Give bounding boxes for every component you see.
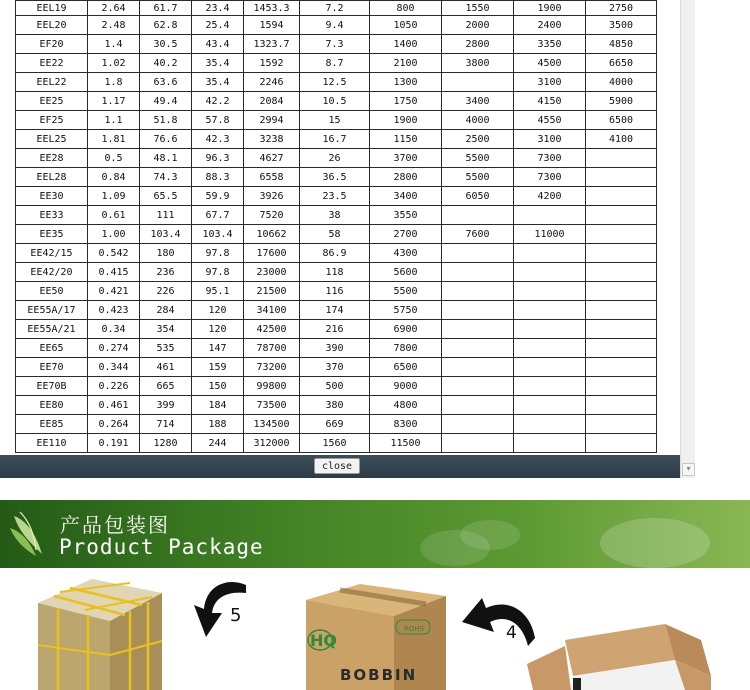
table-cell-model: EEL19 bbox=[16, 1, 88, 16]
table-cell: 73200 bbox=[244, 358, 300, 377]
table-cell-model: EE22 bbox=[16, 54, 88, 73]
wrapped-carton-photo bbox=[30, 575, 170, 690]
table-cell: 244 bbox=[192, 434, 244, 453]
table-cell: 5750 bbox=[370, 301, 442, 320]
table-cell: 7.2 bbox=[300, 1, 370, 16]
table-cell: 3550 bbox=[370, 206, 442, 225]
table-cell: 5500 bbox=[442, 168, 514, 187]
table-cell: 3926 bbox=[244, 187, 300, 206]
table-cell-model: EF25 bbox=[16, 111, 88, 130]
table-cell: 35.4 bbox=[192, 73, 244, 92]
spec-table-container bbox=[15, 0, 657, 453]
table-cell bbox=[442, 377, 514, 396]
table-cell: 26 bbox=[300, 149, 370, 168]
table-cell: 0.191 bbox=[88, 434, 140, 453]
table-cell: 2700 bbox=[370, 225, 442, 244]
table-cell: 4300 bbox=[370, 244, 442, 263]
table-cell: 4000 bbox=[586, 73, 657, 92]
table-cell: 2.48 bbox=[88, 16, 140, 35]
table-cell: 1550 bbox=[442, 1, 514, 16]
table-cell: 5900 bbox=[586, 92, 657, 111]
table-cell: 1.81 bbox=[88, 130, 140, 149]
table-cell: 10662 bbox=[244, 225, 300, 244]
table-cell bbox=[514, 358, 586, 377]
table-cell: 118 bbox=[300, 263, 370, 282]
table-cell: 2750 bbox=[586, 1, 657, 16]
table-cell: 6900 bbox=[370, 320, 442, 339]
table-cell: 4850 bbox=[586, 35, 657, 54]
table-cell: 0.421 bbox=[88, 282, 140, 301]
table-cell: 97.8 bbox=[192, 244, 244, 263]
banner-title-chinese: 产品包装图 bbox=[60, 513, 170, 537]
table-cell: 7.3 bbox=[300, 35, 370, 54]
table-cell: 1.17 bbox=[88, 92, 140, 111]
table-cell: 4200 bbox=[514, 187, 586, 206]
table-cell-model: EEL28 bbox=[16, 168, 88, 187]
table-cell: 1.09 bbox=[88, 187, 140, 206]
table-cell: 1.4 bbox=[88, 35, 140, 54]
table-cell: 2100 bbox=[370, 54, 442, 73]
table-cell-model: EE70B bbox=[16, 377, 88, 396]
table-cell: 1400 bbox=[370, 35, 442, 54]
table-cell: 8300 bbox=[370, 415, 442, 434]
table-cell: 43.4 bbox=[192, 35, 244, 54]
table-cell bbox=[514, 434, 586, 453]
table-cell: 6050 bbox=[442, 187, 514, 206]
table-row bbox=[16, 130, 657, 149]
table-cell bbox=[442, 396, 514, 415]
table-cell: 1750 bbox=[370, 92, 442, 111]
table-cell: 103.4 bbox=[140, 225, 192, 244]
table-cell: 1150 bbox=[370, 130, 442, 149]
table-cell: 99800 bbox=[244, 377, 300, 396]
table-cell: 1.00 bbox=[88, 225, 140, 244]
table-cell: 7800 bbox=[370, 339, 442, 358]
table-cell: 3400 bbox=[370, 187, 442, 206]
table-cell: 23000 bbox=[244, 263, 300, 282]
box-brand-logo: HQ bbox=[310, 631, 337, 650]
table-cell: 2084 bbox=[244, 92, 300, 111]
table-row bbox=[16, 244, 657, 263]
table-cell: 42500 bbox=[244, 320, 300, 339]
table-cell bbox=[586, 396, 657, 415]
table-cell: 6650 bbox=[586, 54, 657, 73]
table-cell: 354 bbox=[140, 320, 192, 339]
table-cell: 40.2 bbox=[140, 54, 192, 73]
table-cell bbox=[514, 206, 586, 225]
step-5-arrow-icon bbox=[188, 575, 258, 645]
table-cell-model: EE25 bbox=[16, 92, 88, 111]
table-cell-model: EE85 bbox=[16, 415, 88, 434]
table-cell: 1900 bbox=[514, 1, 586, 16]
table-cell bbox=[442, 244, 514, 263]
table-cell-model: EE110 bbox=[16, 434, 88, 453]
table-cell bbox=[586, 168, 657, 187]
table-cell: 0.423 bbox=[88, 301, 140, 320]
table-cell: 714 bbox=[140, 415, 192, 434]
table-cell: 10.5 bbox=[300, 92, 370, 111]
table-cell: 97.8 bbox=[192, 263, 244, 282]
table-cell: 76.6 bbox=[140, 130, 192, 149]
table-cell: 4627 bbox=[244, 149, 300, 168]
table-cell: 9.4 bbox=[300, 16, 370, 35]
table-cell-model: EE28 bbox=[16, 149, 88, 168]
table-cell-model: EE35 bbox=[16, 225, 88, 244]
table-cell: 95.1 bbox=[192, 282, 244, 301]
step-4-number: 4 bbox=[506, 623, 517, 643]
table-cell: 7300 bbox=[514, 149, 586, 168]
table-cell: 1280 bbox=[140, 434, 192, 453]
table-cell: 134500 bbox=[244, 415, 300, 434]
table-cell bbox=[514, 263, 586, 282]
table-cell-model: EE33 bbox=[16, 206, 88, 225]
table-cell: 11000 bbox=[514, 225, 586, 244]
table-cell-model: EE42/15 bbox=[16, 244, 88, 263]
table-cell: 5600 bbox=[370, 263, 442, 282]
table-cell: 2400 bbox=[514, 16, 586, 35]
table-cell: 16.7 bbox=[300, 130, 370, 149]
table-cell bbox=[586, 415, 657, 434]
table-cell: 25.4 bbox=[192, 16, 244, 35]
table-cell: 42.2 bbox=[192, 92, 244, 111]
table-cell: 2800 bbox=[370, 168, 442, 187]
table-cell: 669 bbox=[300, 415, 370, 434]
table-cell: 34100 bbox=[244, 301, 300, 320]
table-row bbox=[16, 1, 657, 16]
table-cell: 370 bbox=[300, 358, 370, 377]
table-cell: 120 bbox=[192, 301, 244, 320]
table-cell-model: EE30 bbox=[16, 187, 88, 206]
table-cell: 4800 bbox=[370, 396, 442, 415]
table-cell: 0.344 bbox=[88, 358, 140, 377]
table-cell: 48.1 bbox=[140, 149, 192, 168]
table-cell: 67.7 bbox=[192, 206, 244, 225]
table-cell: 1.02 bbox=[88, 54, 140, 73]
table-cell bbox=[586, 434, 657, 453]
table-cell: 23.5 bbox=[300, 187, 370, 206]
table-cell bbox=[586, 244, 657, 263]
table-cell: 86.9 bbox=[300, 244, 370, 263]
table-cell: 184 bbox=[192, 396, 244, 415]
table-cell: 174 bbox=[300, 301, 370, 320]
close-button[interactable]: close bbox=[314, 458, 360, 474]
table-cell: 4150 bbox=[514, 92, 586, 111]
table-cell: 180 bbox=[140, 244, 192, 263]
table-row bbox=[16, 339, 657, 358]
table-cell: 120 bbox=[192, 320, 244, 339]
table-cell: 42.3 bbox=[192, 130, 244, 149]
table-cell: 23.4 bbox=[192, 1, 244, 16]
table-cell: 3100 bbox=[514, 73, 586, 92]
table-cell: 59.9 bbox=[192, 187, 244, 206]
table-row bbox=[16, 73, 657, 92]
table-row bbox=[16, 35, 657, 54]
table-cell: 6500 bbox=[586, 111, 657, 130]
table-cell-model: EE50 bbox=[16, 282, 88, 301]
table-cell: 0.5 bbox=[88, 149, 140, 168]
table-cell bbox=[514, 339, 586, 358]
table-cell: 312000 bbox=[244, 434, 300, 453]
table-row bbox=[16, 111, 657, 130]
table-cell: 147 bbox=[192, 339, 244, 358]
table-cell bbox=[586, 377, 657, 396]
table-cell: 111 bbox=[140, 206, 192, 225]
table-row bbox=[16, 415, 657, 434]
table-row bbox=[16, 187, 657, 206]
table-cell bbox=[586, 149, 657, 168]
table-cell: 159 bbox=[192, 358, 244, 377]
table-row bbox=[16, 168, 657, 187]
bobbin-carton-photo bbox=[300, 580, 450, 690]
table-cell bbox=[586, 263, 657, 282]
table-cell: 116 bbox=[300, 282, 370, 301]
table-cell: 2800 bbox=[442, 35, 514, 54]
table-cell: 17600 bbox=[244, 244, 300, 263]
table-row bbox=[16, 282, 657, 301]
table-cell: 5500 bbox=[370, 282, 442, 301]
table-cell: 461 bbox=[140, 358, 192, 377]
table-cell: 535 bbox=[140, 339, 192, 358]
table-cell: 4100 bbox=[586, 130, 657, 149]
table-cell bbox=[442, 339, 514, 358]
table-cell: 2.64 bbox=[88, 1, 140, 16]
table-cell: 399 bbox=[140, 396, 192, 415]
table-row bbox=[16, 396, 657, 415]
table-row bbox=[16, 54, 657, 73]
vertical-scrollbar[interactable] bbox=[680, 0, 695, 478]
table-cell: 8.7 bbox=[300, 54, 370, 73]
table-cell-model: EE70 bbox=[16, 358, 88, 377]
table-cell: 4500 bbox=[514, 54, 586, 73]
table-cell: 1.8 bbox=[88, 73, 140, 92]
table-cell bbox=[586, 225, 657, 244]
table-cell bbox=[514, 244, 586, 263]
table-cell bbox=[586, 339, 657, 358]
table-cell bbox=[442, 282, 514, 301]
table-cell: 0.34 bbox=[88, 320, 140, 339]
table-cell-model: EE42/20 bbox=[16, 263, 88, 282]
table-cell: 5500 bbox=[442, 149, 514, 168]
table-cell bbox=[442, 263, 514, 282]
table-cell: 15 bbox=[300, 111, 370, 130]
table-cell bbox=[586, 301, 657, 320]
table-cell: 1453.3 bbox=[244, 1, 300, 16]
table-cell bbox=[442, 415, 514, 434]
rohs-badge: ROHS bbox=[404, 625, 425, 633]
box-bobbin-label: BOBBIN bbox=[340, 666, 418, 684]
table-row bbox=[16, 263, 657, 282]
table-cell: 3500 bbox=[586, 16, 657, 35]
table-cell: 36.5 bbox=[300, 168, 370, 187]
table-cell: 4000 bbox=[442, 111, 514, 130]
table-cell: 2500 bbox=[442, 130, 514, 149]
table-cell: 12.5 bbox=[300, 73, 370, 92]
table-cell: 65.5 bbox=[140, 187, 192, 206]
table-row bbox=[16, 320, 657, 339]
table-cell: 150 bbox=[192, 377, 244, 396]
table-cell bbox=[442, 301, 514, 320]
table-cell-model: EE80 bbox=[16, 396, 88, 415]
table-cell: 0.274 bbox=[88, 339, 140, 358]
table-cell-model: EEL25 bbox=[16, 130, 88, 149]
table-cell: 1323.7 bbox=[244, 35, 300, 54]
table-cell bbox=[514, 301, 586, 320]
table-row bbox=[16, 358, 657, 377]
table-cell bbox=[442, 434, 514, 453]
table-cell-model: EE55A/17 bbox=[16, 301, 88, 320]
table-cell: 61.7 bbox=[140, 1, 192, 16]
table-cell: 3700 bbox=[370, 149, 442, 168]
table-cell bbox=[514, 320, 586, 339]
table-cell: 0.264 bbox=[88, 415, 140, 434]
table-cell: 2000 bbox=[442, 16, 514, 35]
table-cell: 51.8 bbox=[140, 111, 192, 130]
table-cell: 88.3 bbox=[192, 168, 244, 187]
table-cell-model: EEL22 bbox=[16, 73, 88, 92]
table-row bbox=[16, 377, 657, 396]
table-cell: 21500 bbox=[244, 282, 300, 301]
table-cell: 57.8 bbox=[192, 111, 244, 130]
table-cell bbox=[514, 282, 586, 301]
table-cell: 0.542 bbox=[88, 244, 140, 263]
table-cell: 0.84 bbox=[88, 168, 140, 187]
table-cell: 216 bbox=[300, 320, 370, 339]
table-cell: 0.415 bbox=[88, 263, 140, 282]
table-cell bbox=[514, 377, 586, 396]
table-cell: 2246 bbox=[244, 73, 300, 92]
table-cell-model: EF20 bbox=[16, 35, 88, 54]
table-cell: 0.226 bbox=[88, 377, 140, 396]
table-cell bbox=[586, 206, 657, 225]
scroll-down-arrow-icon[interactable]: ▾ bbox=[682, 463, 695, 476]
table-cell: 3100 bbox=[514, 130, 586, 149]
table-cell bbox=[586, 282, 657, 301]
table-cell: 74.3 bbox=[140, 168, 192, 187]
table-cell: 380 bbox=[300, 396, 370, 415]
table-cell: 500 bbox=[300, 377, 370, 396]
table-cell: 0.61 bbox=[88, 206, 140, 225]
table-cell: 78700 bbox=[244, 339, 300, 358]
table-cell: 9000 bbox=[370, 377, 442, 396]
table-cell: 3800 bbox=[442, 54, 514, 73]
table-cell bbox=[442, 320, 514, 339]
table-cell: 96.3 bbox=[192, 149, 244, 168]
table-cell: 3238 bbox=[244, 130, 300, 149]
table-cell: 62.8 bbox=[140, 16, 192, 35]
table-cell: 11500 bbox=[370, 434, 442, 453]
table-cell: 1560 bbox=[300, 434, 370, 453]
table-cell: 30.5 bbox=[140, 35, 192, 54]
spec-table bbox=[15, 0, 657, 453]
table-row bbox=[16, 301, 657, 320]
table-cell: 2994 bbox=[244, 111, 300, 130]
table-cell: 6500 bbox=[370, 358, 442, 377]
table-cell: 1.1 bbox=[88, 111, 140, 130]
table-cell bbox=[442, 358, 514, 377]
table-cell: 38 bbox=[300, 206, 370, 225]
table-row bbox=[16, 206, 657, 225]
table-cell: 35.4 bbox=[192, 54, 244, 73]
table-row bbox=[16, 225, 657, 244]
table-cell: 63.6 bbox=[140, 73, 192, 92]
table-cell: 1592 bbox=[244, 54, 300, 73]
step-5-number: 5 bbox=[230, 605, 242, 626]
table-cell: 284 bbox=[140, 301, 192, 320]
table-cell bbox=[442, 206, 514, 225]
table-cell: 390 bbox=[300, 339, 370, 358]
table-cell bbox=[442, 73, 514, 92]
table-cell: 49.4 bbox=[140, 92, 192, 111]
table-cell: 7600 bbox=[442, 225, 514, 244]
table-cell: 73500 bbox=[244, 396, 300, 415]
table-cell: 7300 bbox=[514, 168, 586, 187]
bamboo-leaf-icon bbox=[6, 510, 50, 558]
table-cell: 1300 bbox=[370, 73, 442, 92]
table-row bbox=[16, 92, 657, 111]
table-cell-model: EE55A/21 bbox=[16, 320, 88, 339]
table-cell bbox=[514, 396, 586, 415]
table-row bbox=[16, 16, 657, 35]
table-cell-model: EE65 bbox=[16, 339, 88, 358]
table-cell bbox=[586, 187, 657, 206]
table-cell: 6558 bbox=[244, 168, 300, 187]
table-row bbox=[16, 149, 657, 168]
table-cell: 800 bbox=[370, 1, 442, 16]
table-cell bbox=[586, 320, 657, 339]
table-cell: 3350 bbox=[514, 35, 586, 54]
table-cell bbox=[586, 358, 657, 377]
table-cell: 4550 bbox=[514, 111, 586, 130]
table-cell-model: EEL20 bbox=[16, 16, 88, 35]
table-cell: 236 bbox=[140, 263, 192, 282]
table-cell: 58 bbox=[300, 225, 370, 244]
table-cell: 188 bbox=[192, 415, 244, 434]
table-cell: 1900 bbox=[370, 111, 442, 130]
table-cell: 226 bbox=[140, 282, 192, 301]
table-cell: 3400 bbox=[442, 92, 514, 111]
open-carton-photo bbox=[525, 620, 725, 690]
banner-title-english: Product Package bbox=[59, 535, 264, 559]
table-row bbox=[16, 434, 657, 453]
table-cell: 1050 bbox=[370, 16, 442, 35]
table-cell bbox=[514, 415, 586, 434]
table-cell: 103.4 bbox=[192, 225, 244, 244]
table-cell: 1594 bbox=[244, 16, 300, 35]
table-cell: 665 bbox=[140, 377, 192, 396]
table-cell: 0.461 bbox=[88, 396, 140, 415]
table-cell: 7520 bbox=[244, 206, 300, 225]
